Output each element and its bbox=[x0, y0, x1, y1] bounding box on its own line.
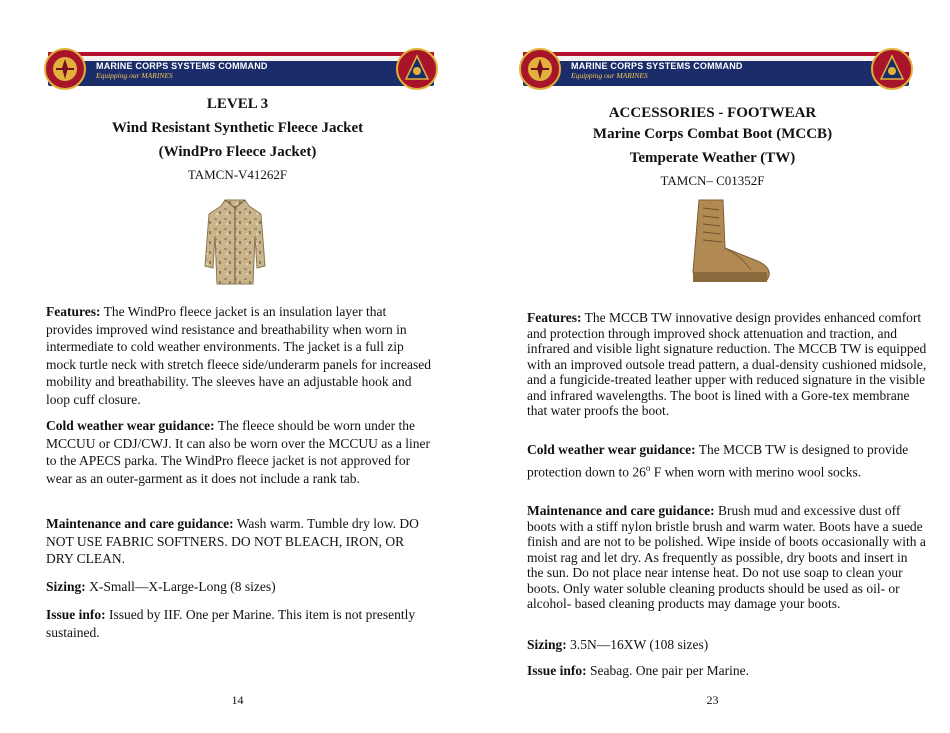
combat-boot-image bbox=[681, 198, 775, 284]
fleece-jacket-image bbox=[203, 196, 267, 288]
cold-weather-label: Cold weather wear guidance: bbox=[527, 442, 696, 457]
banner-org-name: MARINE CORPS SYSTEMS COMMAND bbox=[96, 61, 268, 71]
features-label: Features: bbox=[46, 304, 101, 319]
sizing-paragraph bbox=[527, 637, 927, 653]
page-number: 14 bbox=[231, 693, 244, 707]
tamcn-code: TAMCN-V41262F bbox=[187, 167, 288, 182]
sizing-label: Sizing: bbox=[46, 579, 86, 594]
sizing-text: 3.5N—16XW (108 sizes) bbox=[570, 637, 709, 652]
page-number: 23 bbox=[706, 693, 719, 707]
cold-weather-text: The fleece should be worn under the MCCUU or CDJ/CWJ. It can also be worn over the MCCUU as a liner to the APECS parka. The WindPro fleece jacket is not approved for wear as an outer-garment as it does not include a rank tab. bbox=[46, 418, 430, 486]
maintenance-paragraph bbox=[527, 503, 927, 612]
features-text: The MCCB TW innovative design provides enhanced comfort and protection through improved shock attenuation and traction, and infrared and visible light signature reduction. The MCCB TW is equipped with an improved outsole tread pattern, a dual-density cushioned midsole, and a fungicide-treated leather upper with reduced signature in the visible and infrared wavelengths. The boot is lined with a Gore-tex membrane that water proofs the boot. bbox=[527, 310, 927, 418]
cold-weather-paragraph bbox=[527, 441, 927, 482]
maintenance-paragraph bbox=[46, 515, 432, 568]
product-title-line2: (WindPro Fleece Jacket) bbox=[158, 144, 317, 160]
product-title-line2: Temperate Weather (TW) bbox=[629, 150, 796, 166]
issue-info-label: Issue info: bbox=[527, 663, 587, 678]
features-text: The WindPro fleece jacket is an insulation layer that provides improved wind resistance and breathability when worn in intermediate to cold weather environments. The jacket is a full zip mock turtle neck with stretch fleece side/underarm panels for increased mobility and breathability. The sleeves have an adjustable hook and loop cuff closure. bbox=[46, 304, 431, 407]
cold-weather-text-before: The MCCB TW is designed to provide protection down to 26 bbox=[527, 442, 909, 480]
sizing-text: X-Small—X-Large-Long (8 sizes) bbox=[89, 579, 276, 594]
maintenance-text: Brush mud and excessive dust off boots with a stiff nylon bristle brush and warm water. Boots have a suede finish and are not to be polished. Wipe inside of boots occasionally with a moist rag and let dry. As frequently as possible, dry boots and insert in the sun. Do not place near intense heat. Do not use soap to clean your boots. Only water soluble cleaning products should be used as oil- or alcohol- based cleaning products may damage your boots. bbox=[527, 503, 926, 611]
banner-org-name: MARINE CORPS SYSTEMS COMMAND bbox=[571, 61, 743, 71]
cold-weather-paragraph bbox=[46, 417, 432, 487]
issue-info-paragraph bbox=[527, 663, 927, 679]
tamcn-code: TAMCN– C01352F bbox=[660, 173, 765, 188]
maintenance-text: Wash warm. Tumble dry low. DO NOT USE FABRIC SOFTNERS. DO NOT BLEACH, IRON, OR DRY CLEAN. bbox=[46, 516, 419, 566]
sizing-paragraph bbox=[46, 578, 432, 596]
banner-tagline: Equipping our MARINES bbox=[571, 71, 648, 80]
mcsc-banner bbox=[523, 52, 909, 86]
right-page bbox=[475, 0, 950, 733]
category-heading: ACCESSORIES - FOOTWEAR bbox=[608, 105, 817, 121]
usmc-seal-icon bbox=[44, 48, 86, 90]
features-paragraph bbox=[46, 303, 432, 408]
usmc-seal-icon bbox=[519, 48, 561, 90]
sizing-label: Sizing: bbox=[527, 637, 567, 652]
issue-info-text: Issued by IIF. One per Marine. This item is not presently sustained. bbox=[46, 607, 416, 640]
level-heading: LEVEL 3 bbox=[206, 96, 269, 112]
features-label: Features: bbox=[527, 310, 582, 325]
features-paragraph bbox=[527, 310, 927, 419]
mcsc-emblem-icon bbox=[396, 48, 438, 90]
cold-weather-label: Cold weather wear guidance: bbox=[46, 418, 215, 433]
banner-tagline: Equipping our MARINES bbox=[96, 71, 173, 80]
issue-info-paragraph bbox=[46, 606, 432, 641]
degree-superscript: o bbox=[645, 463, 651, 473]
mcsc-emblem-icon bbox=[871, 48, 913, 90]
maintenance-label: Maintenance and care guidance: bbox=[46, 516, 234, 531]
cold-weather-text-after: F when worn with merino wool socks. bbox=[650, 464, 862, 480]
mcsc-banner bbox=[48, 52, 434, 86]
maintenance-label: Maintenance and care guidance: bbox=[527, 503, 715, 518]
product-title-line1: Wind Resistant Synthetic Fleece Jacket bbox=[111, 120, 364, 136]
issue-info-label: Issue info: bbox=[46, 607, 106, 622]
issue-info-text: Seabag. One pair per Marine. bbox=[590, 663, 749, 678]
product-title-line1: Marine Corps Combat Boot (MCCB) bbox=[592, 126, 833, 142]
